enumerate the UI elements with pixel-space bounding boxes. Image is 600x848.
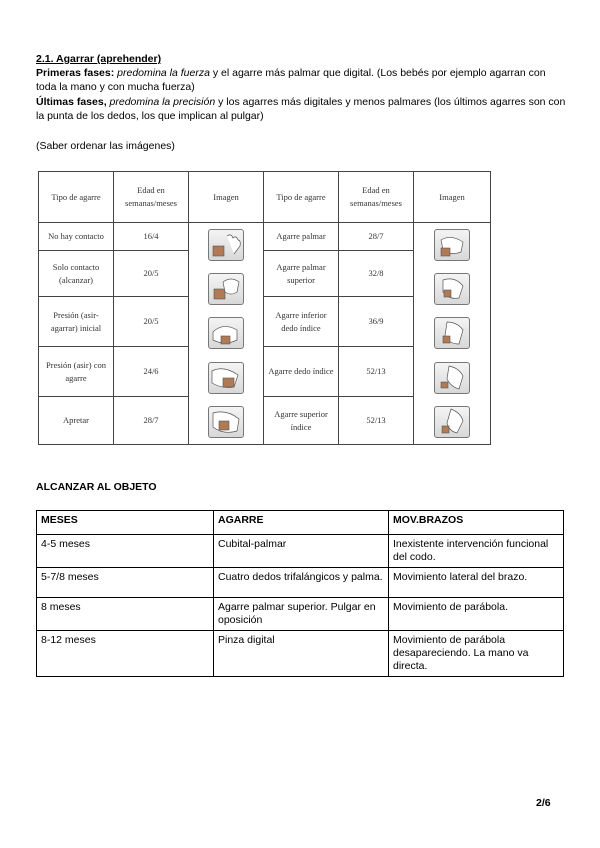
last-phases-emphasis: predomina la precisión [109, 96, 216, 108]
grasp-images-right [414, 223, 491, 445]
hand-block-icon [208, 406, 244, 438]
hand-block-icon [434, 362, 470, 394]
reach-section-title: ALCANZAR AL OBJETO [36, 481, 157, 493]
reach-header-row [37, 511, 564, 535]
reach-brazos: Movimiento de parábola desapareciendo. La mano va directa. [389, 631, 564, 677]
grasp-type-b: Agarre superior índice [264, 397, 339, 445]
first-phases-label: Primeras fases: [36, 67, 115, 79]
grasp-type-b: Agarre palmar superior [264, 251, 339, 297]
grasp-type-a: No hay contacto [39, 223, 114, 251]
first-phases-text: y el agarre más palmar que digital. (Los bebés por ejemplo agarran con toda la mano y con mucha fuerza) [36, 67, 546, 93]
reach-meses: 4-5 meses [37, 535, 214, 568]
first-phases-emphasis: predomina la fuerza [117, 67, 210, 79]
grasp-type-a: Presión (asir-agarrar) inicial [39, 297, 114, 347]
hand-block-icon [208, 362, 244, 394]
grasp-type-b: Agarre dedo índice [264, 347, 339, 397]
reach-agarre: Pinza digital [214, 631, 389, 677]
reach-table [36, 510, 564, 677]
grasp-type-b: Agarre inferior dedo índice [264, 297, 339, 347]
reach-brazos: Movimiento de parábola. [389, 598, 564, 631]
grasp-age-a: 20/5 [114, 251, 189, 297]
section-heading: 2.1. Agarrar (aprehender) [36, 53, 162, 65]
grasp-type-b: Agarre palmar [264, 223, 339, 251]
grasp-age-a: 28/7 [114, 397, 189, 445]
grasp-types-table [38, 171, 491, 445]
hand-block-icon [434, 406, 470, 438]
grasp-age-b: 36/9 [339, 297, 414, 347]
grasp-table-header-row [39, 172, 491, 223]
reach-row [37, 598, 564, 631]
reach-header-brazos: MOV.BRAZOS [389, 511, 564, 535]
hand-block-icon [208, 273, 244, 305]
hand-block-icon [208, 317, 244, 349]
reach-agarre: Cubital-palmar [214, 535, 389, 568]
reach-meses: 8 meses [37, 598, 214, 631]
reach-brazos: Movimiento lateral del brazo. [389, 568, 564, 598]
grasp-header-type-b: Tipo de agarre [264, 172, 339, 223]
paragraph-first-phases [36, 66, 566, 94]
reach-agarre: Agarre palmar superior. Pulgar en oposición [214, 598, 389, 631]
reach-meses: 8-12 meses [37, 631, 214, 677]
grasp-row [39, 223, 491, 251]
grasp-header-age-a: Edad en semanas/meses [114, 172, 189, 223]
grasp-images-left [189, 223, 264, 445]
grasp-age-b: 52/13 [339, 397, 414, 445]
reach-header-meses: MESES [37, 511, 214, 535]
last-phases-label: Últimas fases, [36, 96, 107, 108]
reach-row [37, 568, 564, 598]
page-number: 2/6 [536, 797, 551, 809]
grasp-age-a: 16/4 [114, 223, 189, 251]
hand-block-icon [208, 229, 244, 261]
paragraph-last-phases [36, 95, 566, 123]
reach-agarre: Cuatro dedos trifalángicos y palma. [214, 568, 389, 598]
grasp-age-b: 28/7 [339, 223, 414, 251]
reach-row [37, 535, 564, 568]
grasp-age-a: 24/6 [114, 347, 189, 397]
reach-meses: 5-7/8 meses [37, 568, 214, 598]
hand-block-icon [434, 317, 470, 349]
reach-row [37, 631, 564, 677]
grasp-age-a: 20/5 [114, 297, 189, 347]
grasp-age-b: 32/8 [339, 251, 414, 297]
reach-brazos: Inexistente intervención funcional del codo. [389, 535, 564, 568]
grasp-type-a: Apretar [39, 397, 114, 445]
reach-header-agarre: AGARRE [214, 511, 389, 535]
grasp-header-age-b: Edad en semanas/meses [339, 172, 414, 223]
last-phases-text: y los agarres más digitales y menos palmares (los últimos agarres son con la punta de los dedos, los que implican al pulgar) [36, 96, 566, 122]
note-order-images: (Saber ordenar las imágenes) [36, 140, 175, 152]
grasp-header-image-b: Imagen [414, 172, 491, 223]
hand-block-icon [434, 229, 470, 261]
grasp-header-type-a: Tipo de agarre [39, 172, 114, 223]
grasp-type-a: Solo contacto (alcanzar) [39, 251, 114, 297]
grasp-type-a: Presión (asir) con agarre [39, 347, 114, 397]
grasp-header-image-a: Imagen [189, 172, 264, 223]
grasp-age-b: 52/13 [339, 347, 414, 397]
hand-block-icon [434, 273, 470, 305]
